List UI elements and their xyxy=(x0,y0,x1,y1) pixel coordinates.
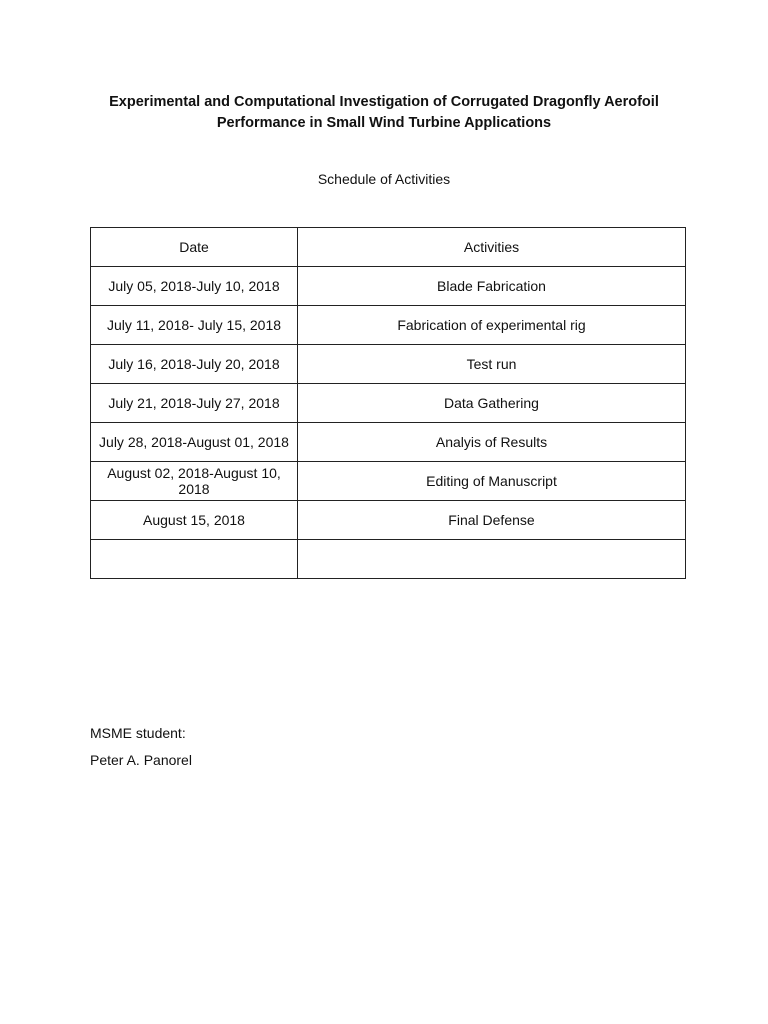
table-row xyxy=(91,306,686,345)
document-title xyxy=(60,92,708,134)
row-date: July 11, 2018- July 15, 2018 xyxy=(91,306,298,345)
schedule-subtitle: Schedule of Activities xyxy=(317,171,451,187)
document-title-line-2: Performance in Small Wind Turbine Applications xyxy=(216,115,552,131)
row-activity: Blade Fabrication xyxy=(298,267,686,306)
row-activity: Data Gathering xyxy=(298,384,686,423)
student-label: MSME student: xyxy=(90,725,186,741)
header-activities: Activities xyxy=(298,228,686,267)
row-date: July 05, 2018-July 10, 2018 xyxy=(91,267,298,306)
header-date: Date xyxy=(91,228,298,267)
row-activity: Editing of Manuscript xyxy=(298,462,686,501)
row-activity: Test run xyxy=(298,345,686,384)
table-header-row xyxy=(91,228,686,267)
row-date: July 21, 2018-July 27, 2018 xyxy=(91,384,298,423)
table-row-empty xyxy=(91,540,686,579)
table-row xyxy=(91,462,686,501)
table-row xyxy=(91,345,686,384)
table-row xyxy=(91,267,686,306)
row-date xyxy=(91,540,298,579)
table-row xyxy=(91,423,686,462)
table-row xyxy=(91,501,686,540)
row-date: July 28, 2018-August 01, 2018 xyxy=(91,423,298,462)
row-activity: Fabrication of experimental rig xyxy=(298,306,686,345)
row-activity: Analyis of Results xyxy=(298,423,686,462)
row-date: July 16, 2018-July 20, 2018 xyxy=(91,345,298,384)
schedule-table xyxy=(90,227,686,579)
table-row xyxy=(91,384,686,423)
student-name: Peter A. Panorel xyxy=(90,752,192,768)
row-date: August 15, 2018 xyxy=(91,501,298,540)
row-activity: Final Defense xyxy=(298,501,686,540)
row-date: August 02, 2018-August 10, 2018 xyxy=(91,462,298,501)
document-title-line-1: Experimental and Computational Investigation of Corrugated Dragonfly Aerofoil xyxy=(109,94,659,110)
row-activity xyxy=(298,540,686,579)
